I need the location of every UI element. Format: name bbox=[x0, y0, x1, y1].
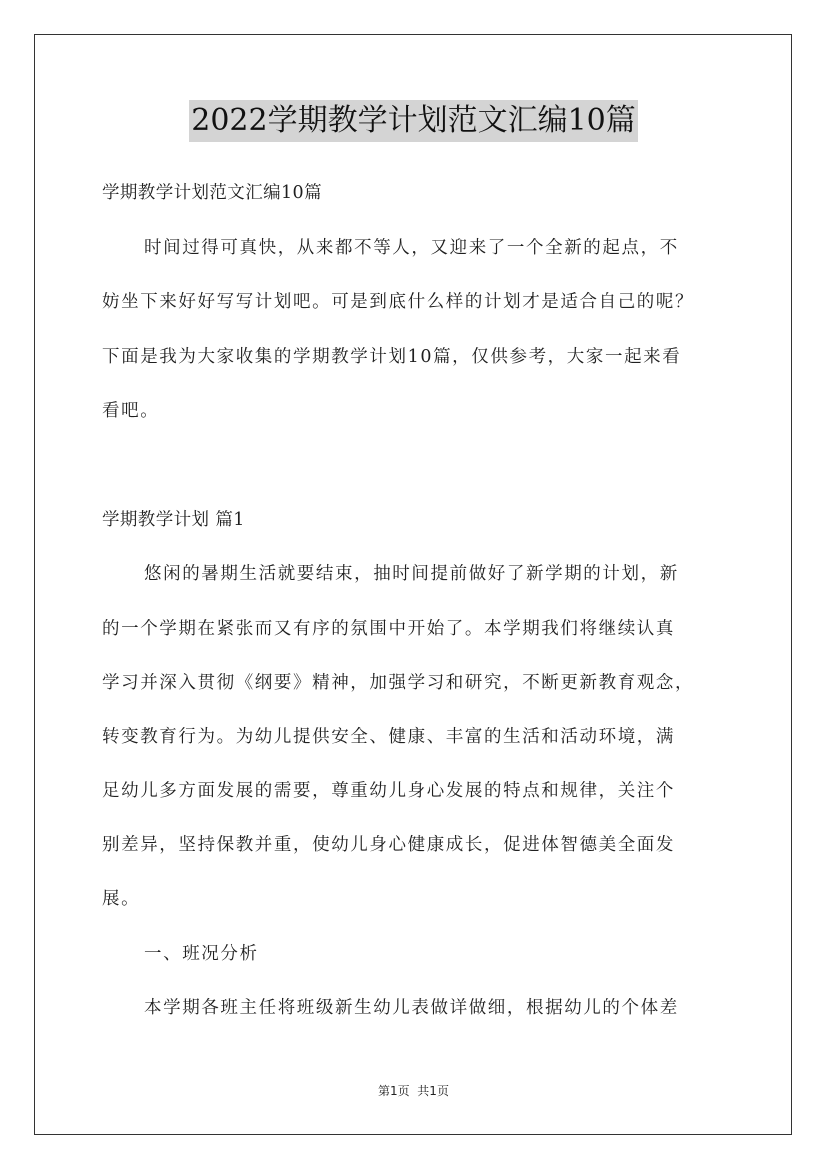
subtitle-line: 学期教学计划范文汇编10篇 bbox=[102, 183, 322, 203]
intro-line-3: 下面是我为大家收集的学期教学计划10篇，仅供参考，大家一起来看 bbox=[102, 347, 682, 367]
intro-line-1: 时间过得可真快，从来都不等人，又迎来了一个全新的起点，不 bbox=[144, 238, 679, 258]
page-number-footer: 第1页 共1页 bbox=[378, 1084, 449, 1098]
body-line-4: 转变教育行为。为幼儿提供安全、健康、丰富的生活和活动环境，满 bbox=[102, 727, 675, 747]
body-line-7: 展。 bbox=[102, 889, 141, 909]
body-line-2: 的一个学期在紧张而又有序的氛围中开始了。本学期我们将继续认真 bbox=[102, 619, 675, 639]
intro-line-4: 看吧。 bbox=[102, 401, 160, 421]
document-title: 2022学期教学计划范文汇编10篇 bbox=[189, 100, 638, 142]
body-line-1: 悠闲的暑期生活就要结束，抽时间提前做好了新学期的计划，新 bbox=[144, 564, 679, 584]
document-title-container bbox=[0, 100, 827, 142]
section-heading-1: 学期教学计划 篇1 bbox=[102, 510, 245, 530]
subsection-heading: 一、班况分析 bbox=[144, 944, 259, 964]
body-line-8: 本学期各班主任将班级新生幼儿表做详做细，根据幼儿的个体差 bbox=[144, 998, 679, 1018]
body-line-3: 学习并深入贯彻《纲要》精神，加强学习和研究，不断更新教育观念， bbox=[102, 673, 695, 693]
body-line-5: 足幼儿多方面发展的需要，尊重幼儿身心发展的特点和规律，关注个 bbox=[102, 781, 675, 801]
body-line-6: 别差异，坚持保教并重，使幼儿身心健康成长，促进体智德美全面发 bbox=[102, 835, 675, 855]
intro-line-2: 妨坐下来好好写写计划吧。可是到底什么样的计划才是适合自己的呢？ bbox=[102, 292, 695, 312]
